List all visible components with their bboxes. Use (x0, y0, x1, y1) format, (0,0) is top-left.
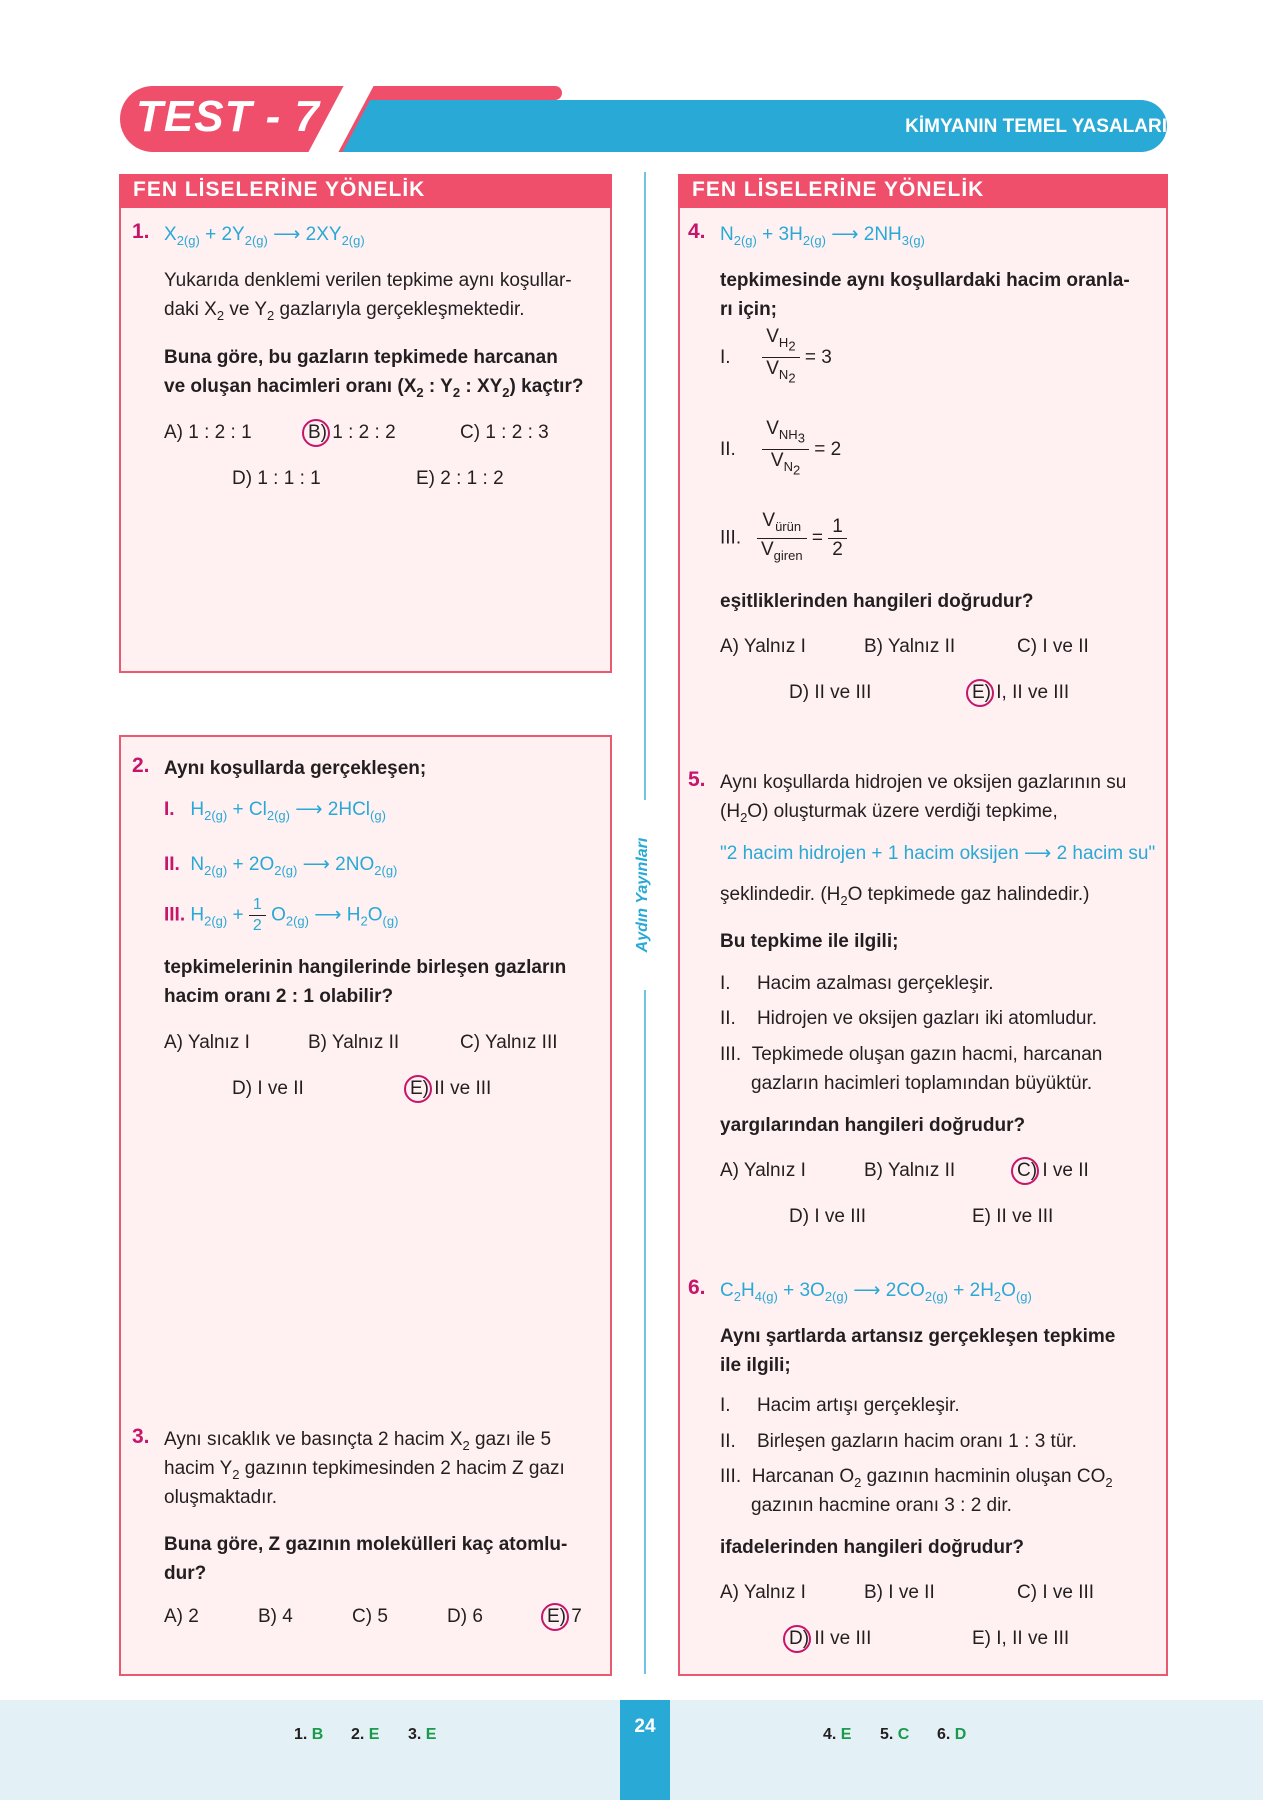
q4-statement-1: I. $\frac{V_{H_2}}{V_{N_2}}$ = 3 (720, 326, 832, 386)
q1-reaction: $X_{2(g)} + 2Y_{2(g)}$ ⟶ $2XY_{2(g)}$ (164, 224, 365, 248)
option-b[interactable]: B) 4 (258, 1606, 293, 1627)
q4-question: eşitliklerinden hangileri doğrudur? (720, 591, 1034, 612)
q6-intro: Aynı şartlarda artansız gerçekleşen tepkime (720, 1326, 1116, 1347)
q4-intro: rı için; (720, 299, 778, 320)
q6-question: ifadelerinden hangileri doğrudur? (720, 1537, 1025, 1558)
option-a[interactable]: A) 1 : 2 : 1 (164, 422, 252, 443)
q1-text-line: Yukarıda denklemi verilen tepkime aynı koşullar- (164, 270, 572, 291)
answer-key-item: 6. D (937, 1726, 967, 1743)
q6-reaction: $C_2H_{4(g)} + 3O_{2(g)}$ ⟶ $2CO_{2(g)} + 2H_2O_{(g)}$ (720, 1280, 1032, 1304)
option-c[interactable]: C) I ve III (1017, 1582, 1095, 1603)
q6-intro: ile ilgili; (720, 1355, 791, 1376)
answer-key-item: 4. E (823, 1726, 852, 1743)
q5-text-line: $(H_2O)$ oluşturmak üzere verdiği tepkime, (720, 801, 1058, 825)
q3-text-line: oluşmaktadır. (164, 1487, 277, 1508)
option-e[interactable]: E) 2 : 1 : 2 (416, 468, 504, 489)
option-d[interactable]: D) II ve III (789, 682, 872, 703)
q5-statement-3-cont: gazların hacimleri toplamından büyüktür. (751, 1073, 1093, 1094)
answer-key-item: 3. E (408, 1726, 437, 1743)
option-b[interactable]: B) 1 : 2 : 2 (308, 422, 396, 443)
q4-reaction: $N_{2(g)} + 3H_{2(g)}$ ⟶ $2NH_{3(g)}$ (720, 224, 925, 248)
section-banner: FEN LİSELERİNE YÖNELİK (119, 174, 612, 208)
option-d[interactable]: D) 6 (447, 1606, 483, 1627)
q2-intro: Aynı koşullarda gerçekleşen; (164, 758, 427, 779)
option-b[interactable]: B) Yalnız II (864, 1160, 956, 1181)
q2-reaction-3: III. $H_{2(g)}$ + $\frac{1}{2}$ $O_{2(g)}$ ⟶ $H_2O_{(g)}$ (164, 896, 399, 934)
header-accent (350, 86, 562, 100)
option-d[interactable]: D) II ve III (789, 1628, 872, 1649)
answer-key-item: 5. C (880, 1726, 910, 1743)
answer-circle (541, 1603, 569, 1631)
q5-intro: Bu tepkime ile ilgili; (720, 931, 899, 952)
question-number: 1. (132, 220, 150, 243)
option-c[interactable]: C) 5 (352, 1606, 388, 1627)
publisher-mark (630, 820, 660, 1010)
option-a[interactable]: A) Yalnız I (720, 1582, 806, 1603)
answer-key-item: 2. E (351, 1726, 380, 1743)
option-a[interactable]: A) Yalnız I (720, 1160, 806, 1181)
q5-text-line: şeklindedir. ($H_2O$ tepkimede gaz halindedir.) (720, 884, 1090, 908)
option-d[interactable]: D) 1 : 1 : 1 (232, 468, 321, 489)
answer-circle (783, 1625, 811, 1653)
question-number: 3. (132, 1425, 150, 1448)
test-title: TEST - 7 (136, 92, 321, 141)
q3-text-line: hacim $Y_2$ gazının tepkimesinden 2 hacim Z gazı (164, 1458, 565, 1482)
page-number: 24 (634, 1716, 656, 1737)
option-b[interactable]: B) Yalnız II (864, 636, 956, 657)
q2-reaction-1: I. $H_{2(g)} + Cl_{2(g)}$ ⟶ 2HCl$_{(g)}$ (164, 799, 386, 823)
q4-intro: tepkimesinde aynı koşullardaki hacim oranla- (720, 270, 1130, 291)
option-e[interactable]: E) II ve III (410, 1078, 492, 1099)
question-number: 4. (688, 220, 706, 243)
question-number: 5. (688, 768, 706, 791)
q3-text-line: Aynı sıcaklık ve basınçta 2 hacim $X_2$ gazı ile 5 (164, 1429, 552, 1453)
page-number-box (620, 1700, 670, 1800)
answer-key-item: 1. B (294, 1726, 324, 1743)
question-number: 2. (132, 754, 150, 777)
option-c[interactable]: C) I ve II (1017, 1160, 1089, 1181)
option-e[interactable]: E) I, II ve III (972, 682, 1070, 703)
answer-circle (302, 419, 330, 447)
option-d[interactable]: D) I ve III (789, 1206, 867, 1227)
q5-statement-1: I. Hacim azalması gerçekleşir. (720, 973, 994, 994)
q5-statement-2: II. Hidrojen ve oksijen gazları iki atomludur. (720, 1008, 1098, 1029)
option-b[interactable]: B) I ve II (864, 1582, 935, 1603)
q3-question: dur? (164, 1563, 207, 1584)
q4-statement-3: III. $\frac{V_{ürün}}{V_{giren}}$ = $\frac{1}{2}$ (720, 510, 847, 567)
option-e[interactable]: E) II ve III (972, 1206, 1054, 1227)
publisher-label: Aydın Yayınları (634, 800, 652, 990)
q3-question: Buna göre, Z gazının molekülleri kaç atomlu- (164, 1534, 568, 1555)
option-a[interactable]: A) Yalnız I (164, 1032, 250, 1053)
topic-title: KİMYANIN TEMEL YASALARI (905, 116, 1167, 137)
option-c[interactable]: C) 1 : 2 : 3 (460, 422, 549, 443)
option-a[interactable]: A) 2 (164, 1606, 199, 1627)
q1-question: ve oluşan hacimleri oranı ($X_2$ : $Y_2$ : $XY_2$) kaçtır? (164, 376, 584, 400)
option-b[interactable]: B) Yalnız II (308, 1032, 400, 1053)
q5-reaction-quote: "2 hacim hidrojen + 1 hacim oksijen ⟶ 2 hacim su" (720, 843, 1156, 864)
answer-circle (966, 679, 994, 707)
q6-statement-3-cont: gazının hacmine oranı 3 : 2 dir. (751, 1495, 1012, 1516)
option-c[interactable]: C) I ve II (1017, 636, 1089, 657)
option-d[interactable]: D) I ve II (232, 1078, 304, 1099)
q6-statement-1: I. Hacim artışı gerçekleşir. (720, 1395, 960, 1416)
q4-statement-2: II. $\frac{V_{NH_3}}{V_{N_2}}$ = 2 (720, 418, 842, 478)
q5-statement-3: III. Tepkimede oluşan gazın hacmi, harcanan (720, 1044, 1103, 1065)
q6-statement-3: III. Harcanan $O_2$ gazının hacminin oluşan $CO_2$ (720, 1466, 1113, 1490)
q2-question: hacim oranı 2 : 1 olabilir? (164, 986, 394, 1007)
q1-question: Buna göre, bu gazların tepkimede harcanan (164, 347, 558, 368)
q5-text-line: Aynı koşullarda hidrojen ve oksijen gazlarının su (720, 772, 1127, 793)
q2-question: tepkimelerinin hangilerinde birleşen gazların (164, 957, 567, 978)
answer-circle (404, 1075, 432, 1103)
q6-statement-2: II. Birleşen gazların hacim oranı 1 : 3 tür. (720, 1431, 1077, 1452)
question-number: 6. (688, 1276, 706, 1299)
option-e[interactable]: E) 7 (547, 1606, 582, 1627)
answer-circle (1011, 1157, 1039, 1185)
option-a[interactable]: A) Yalnız I (720, 636, 806, 657)
q5-question: yargılarından hangileri doğrudur? (720, 1115, 1026, 1136)
option-c[interactable]: C) Yalnız III (460, 1032, 558, 1053)
q2-reaction-2: II. $N_{2(g)} + 2O_{2(g)}$ ⟶ $2NO_{2(g)}$ (164, 854, 398, 878)
section-banner: FEN LİSELERİNE YÖNELİK (678, 174, 1168, 208)
q1-text-line: daki $X_2$ ve $Y_2$ gazlarıyla gerçekleşmektedir. (164, 299, 525, 323)
option-e[interactable]: E) I, II ve III (972, 1628, 1070, 1649)
